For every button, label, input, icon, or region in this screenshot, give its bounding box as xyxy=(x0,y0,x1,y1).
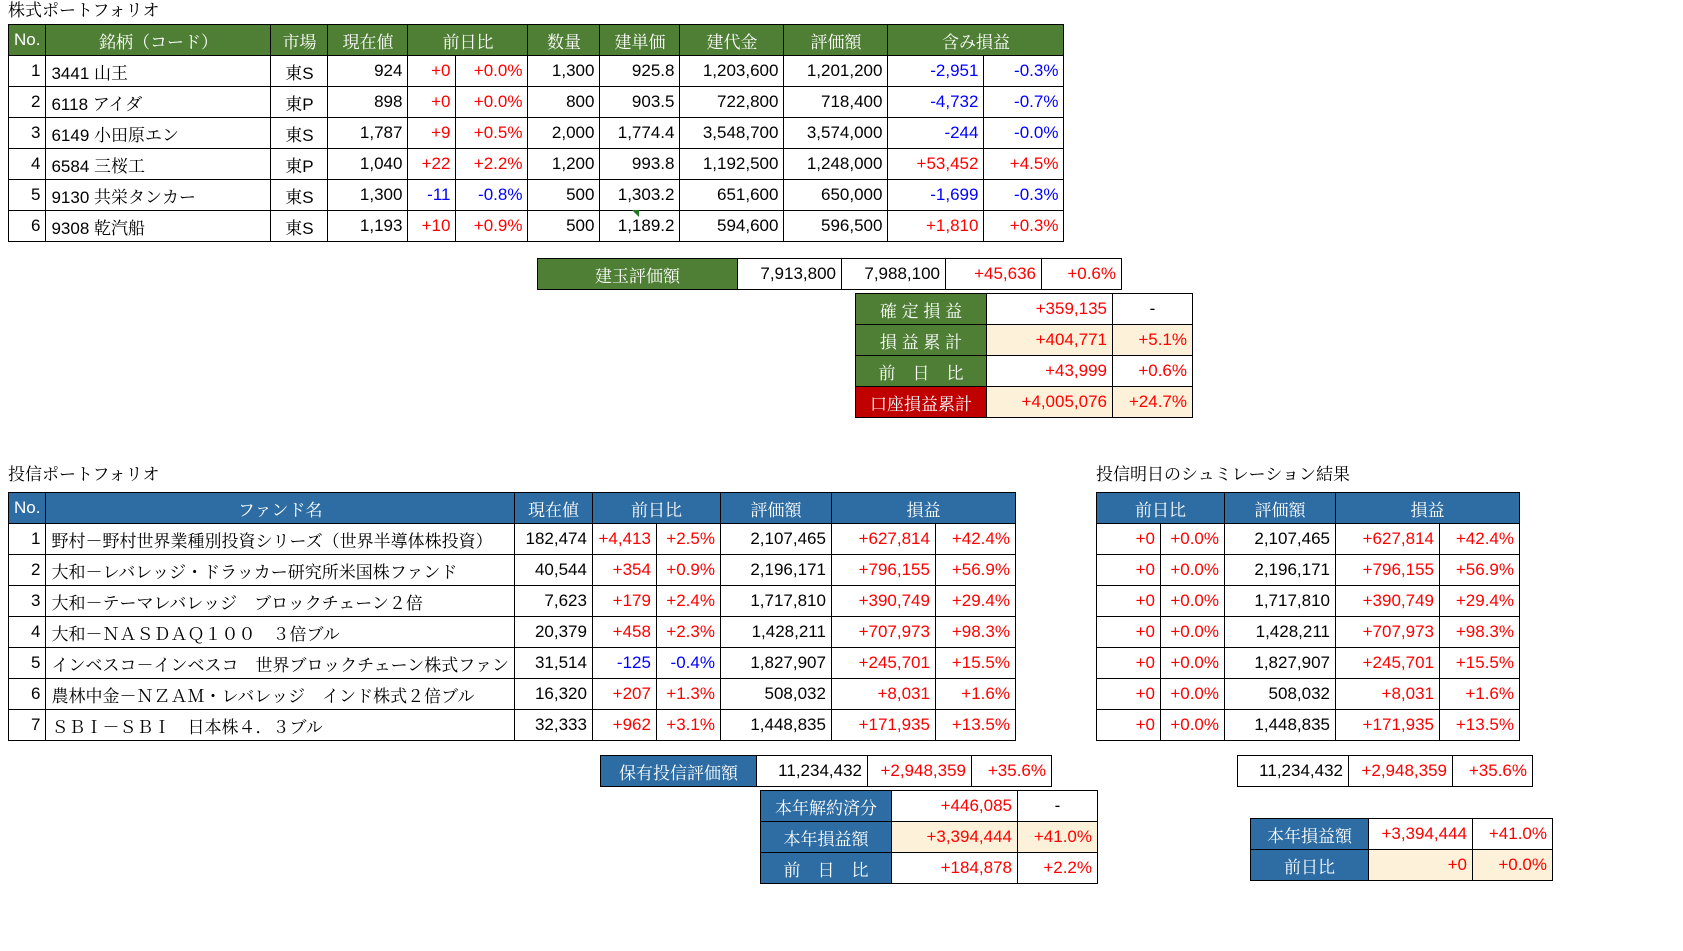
simulation-table xyxy=(1096,492,1520,741)
stock-row-price: 924 xyxy=(328,56,408,87)
sim-row-pl: +707,973 xyxy=(1336,617,1440,648)
sim-row-pl: +8,031 xyxy=(1336,679,1440,710)
stock-row-no: 4 xyxy=(9,149,46,180)
fund-row-diff: +962 xyxy=(592,710,656,741)
fund-subtotal-label: 本年損益額 xyxy=(761,822,892,853)
sim-row-diff: +0 xyxy=(1097,524,1161,555)
fund-summary-value-total: 11,234,432 xyxy=(757,756,868,787)
stock-row-no: 5 xyxy=(9,180,46,211)
stock-row-diff: +22 xyxy=(408,149,456,180)
stock-row-pl-pct: +4.5% xyxy=(984,149,1064,180)
table-row[interactable] xyxy=(1097,524,1520,555)
sim-row-value-total: 1,448,835 xyxy=(1225,710,1336,741)
stock-summary-cost-total: 7,913,800 xyxy=(738,259,842,290)
stock-row-qty: 500 xyxy=(528,211,600,242)
sim-row-diff: +0 xyxy=(1097,710,1161,741)
stock-row-pl: +1,810 xyxy=(888,211,984,242)
stock-row-unit-cost: 1,189.2 xyxy=(600,211,680,242)
table-row[interactable] xyxy=(9,118,1064,149)
col-header-fund-name: ファンド名 xyxy=(46,493,514,524)
fund-subtotal-pct: - xyxy=(1018,791,1098,822)
sim-row-diff: +0 xyxy=(1097,617,1161,648)
stock-row-diff-pct: +0.0% xyxy=(456,87,528,118)
stock-row-value-total: 596,500 xyxy=(784,211,888,242)
col-header-name: 銘柄（コード） xyxy=(46,25,271,56)
stock-row-price: 1,193 xyxy=(328,211,408,242)
fund-row-no: 7 xyxy=(9,710,46,741)
fund-subtotal-label: 前 日 比 xyxy=(761,853,892,884)
stock-row-name: 9130 共栄タンカー xyxy=(46,180,271,211)
stock-row-market: 東S xyxy=(271,118,328,149)
fund-row-pl: +171,935 xyxy=(831,710,935,741)
fund-row-price: 16,320 xyxy=(514,679,592,710)
sim-row-diff-pct: +0.0% xyxy=(1161,710,1225,741)
stock-row-qty: 2,000 xyxy=(528,118,600,149)
stock-row-diff-pct: +0.5% xyxy=(456,118,528,149)
fund-row-no: 2 xyxy=(9,555,46,586)
sim-row-diff-pct: +0.0% xyxy=(1161,617,1225,648)
fund-row-pl-pct: +13.5% xyxy=(935,710,1015,741)
sim-row-diff: +0 xyxy=(1097,555,1161,586)
fund-row-pl: +707,973 xyxy=(831,617,935,648)
fund-row-diff-pct: -0.4% xyxy=(656,648,720,679)
stock-summary-pl-pct: +0.6% xyxy=(1042,259,1122,290)
fund-row-diff: +354 xyxy=(592,555,656,586)
sim-summary-pl: +2,948,359 xyxy=(1349,756,1453,787)
stock-row-pl: -4,732 xyxy=(888,87,984,118)
fund-row-name: ＳＢＩ－ＳＢＩ 日本株４．３ブル xyxy=(46,710,514,741)
stock-summary-row xyxy=(538,259,1122,290)
table-header-row xyxy=(9,493,1016,524)
simulation-subtotal-row xyxy=(1251,819,1553,850)
stock-row-no: 3 xyxy=(9,118,46,149)
sim-summary-value-total: 11,234,432 xyxy=(1238,756,1349,787)
sim-row-pl-pct: +98.3% xyxy=(1440,617,1520,648)
sim-row-diff-pct: +0.0% xyxy=(1161,679,1225,710)
stock-row-market: 東S xyxy=(271,56,328,87)
fund-row-diff: -125 xyxy=(592,648,656,679)
table-row[interactable] xyxy=(1097,679,1520,710)
table-row[interactable] xyxy=(1097,586,1520,617)
sim-row-pl: +627,814 xyxy=(1336,524,1440,555)
fund-row-pl: +8,031 xyxy=(831,679,935,710)
fund-row-pl: +390,749 xyxy=(831,586,935,617)
fund-subtotal-row xyxy=(761,822,1098,853)
sim-row-pl-pct: +13.5% xyxy=(1440,710,1520,741)
stock-row-value-total: 1,248,000 xyxy=(784,149,888,180)
fund-row-pl-pct: +15.5% xyxy=(935,648,1015,679)
stock-row-value-total: 650,000 xyxy=(784,180,888,211)
fund-row-value-total: 1,448,835 xyxy=(720,710,831,741)
fund-row-name: 大和－テーマレバレッジ ブロックチェーン２倍 xyxy=(46,586,514,617)
stock-row-diff-pct: +0.0% xyxy=(456,56,528,87)
stock-row-market: 東P xyxy=(271,87,328,118)
stock-summary-table xyxy=(537,258,1122,290)
stock-summary-pl: +45,636 xyxy=(946,259,1042,290)
stock-row-no: 2 xyxy=(9,87,46,118)
fund-row-diff-pct: +3.1% xyxy=(656,710,720,741)
table-row[interactable] xyxy=(9,87,1064,118)
stock-portfolio-caption: 株式ポートフォリオ xyxy=(8,1,160,20)
fund-portfolio-table xyxy=(8,492,1016,741)
fund-subtotal-value: +446,085 xyxy=(892,791,1018,822)
fund-row-name: 大和－ＮＡＳＤＡＱ１００ ３倍ブル xyxy=(46,617,514,648)
sim-subtotal-pct: +41.0% xyxy=(1473,819,1553,850)
stock-row-price: 1,040 xyxy=(328,149,408,180)
stock-portfolio-table xyxy=(8,24,1064,242)
fund-row-price: 182,474 xyxy=(514,524,592,555)
fund-row-diff: +458 xyxy=(592,617,656,648)
fund-subtotal-row xyxy=(761,853,1098,884)
fund-row-pl-pct: +1.6% xyxy=(935,679,1015,710)
sim-summary-pl-pct: +35.6% xyxy=(1453,756,1533,787)
stock-row-value-total: 3,574,000 xyxy=(784,118,888,149)
table-row[interactable] xyxy=(9,679,1016,710)
simulation-caption: 投信明日のシュミレーション結果 xyxy=(1096,465,1350,484)
sim-row-pl-pct: +1.6% xyxy=(1440,679,1520,710)
stock-row-pl-pct: -0.3% xyxy=(984,180,1064,211)
fund-row-diff-pct: +1.3% xyxy=(656,679,720,710)
sim-row-diff-pct: +0.0% xyxy=(1161,524,1225,555)
fund-subtotal-value: +184,878 xyxy=(892,853,1018,884)
stock-row-pl-pct: -0.7% xyxy=(984,87,1064,118)
stock-row-qty: 500 xyxy=(528,180,600,211)
col-header-pl: 損益 xyxy=(831,493,1015,524)
fund-summary-row xyxy=(601,756,1052,787)
sim-row-value-total: 2,107,465 xyxy=(1225,524,1336,555)
fund-subtotal-pct: +41.0% xyxy=(1018,822,1098,853)
stock-row-cost-total: 3,548,700 xyxy=(680,118,784,149)
sim-row-pl-pct: +29.4% xyxy=(1440,586,1520,617)
col-header-no: No. xyxy=(9,25,46,56)
stock-row-no: 6 xyxy=(9,211,46,242)
fund-row-price: 7,623 xyxy=(514,586,592,617)
stock-row-diff-pct: -0.8% xyxy=(456,180,528,211)
fund-row-no: 1 xyxy=(9,524,46,555)
col-header-prev-diff: 前日比 xyxy=(1097,493,1225,524)
stock-row-name: 6584 三桜工 xyxy=(46,149,271,180)
simulation-subtotal-row xyxy=(1251,850,1553,881)
col-header-cost-total: 建代金 xyxy=(680,25,784,56)
fund-row-diff-pct: +2.3% xyxy=(656,617,720,648)
stock-row-price: 1,300 xyxy=(328,180,408,211)
table-header-row xyxy=(1097,493,1520,524)
fund-row-diff-pct: +0.9% xyxy=(656,555,720,586)
fund-row-diff: +179 xyxy=(592,586,656,617)
fund-row-diff: +4,413 xyxy=(592,524,656,555)
stock-subtotal-row xyxy=(856,325,1193,356)
sim-subtotal-pct: +0.0% xyxy=(1473,850,1553,881)
stock-row-market: 東S xyxy=(271,211,328,242)
stock-row-cost-total: 1,192,500 xyxy=(680,149,784,180)
stock-subtotal-pct: +24.7% xyxy=(1113,387,1193,418)
stock-row-diff: +10 xyxy=(408,211,456,242)
stock-subtotal-pct: - xyxy=(1113,294,1193,325)
sim-row-pl-pct: +42.4% xyxy=(1440,524,1520,555)
stock-row-pl: +53,452 xyxy=(888,149,984,180)
stock-subtotal-row xyxy=(856,356,1193,387)
stock-subtotal-pct: +5.1% xyxy=(1113,325,1193,356)
col-header-no: No. xyxy=(9,493,46,524)
sim-row-diff: +0 xyxy=(1097,679,1161,710)
stock-row-price: 1,787 xyxy=(328,118,408,149)
fund-row-price: 31,514 xyxy=(514,648,592,679)
stock-row-qty: 800 xyxy=(528,87,600,118)
stock-row-unit-cost: 1,303.2 xyxy=(600,180,680,211)
simulation-summary-row xyxy=(1238,756,1533,787)
stock-subtotal-label: 前 日 比 xyxy=(856,356,987,387)
sim-row-value-total: 1,717,810 xyxy=(1225,586,1336,617)
col-header-qty: 数量 xyxy=(528,25,600,56)
sim-row-value-total: 1,827,907 xyxy=(1225,648,1336,679)
table-row[interactable] xyxy=(9,617,1016,648)
fund-row-diff-pct: +2.4% xyxy=(656,586,720,617)
sim-row-pl: +390,749 xyxy=(1336,586,1440,617)
stock-subtotal-label: 口座損益累計 xyxy=(856,387,987,418)
sim-row-diff-pct: +0.0% xyxy=(1161,586,1225,617)
sim-row-pl: +796,155 xyxy=(1336,555,1440,586)
table-row[interactable] xyxy=(9,180,1064,211)
stock-row-unit-cost: 1,774.4 xyxy=(600,118,680,149)
fund-summary-pl-pct: +35.6% xyxy=(972,756,1052,787)
sim-row-value-total: 508,032 xyxy=(1225,679,1336,710)
stock-row-pl-pct: -0.3% xyxy=(984,56,1064,87)
fund-subtotal-pct: +2.2% xyxy=(1018,853,1098,884)
stock-row-qty: 1,300 xyxy=(528,56,600,87)
stock-row-cost-total: 722,800 xyxy=(680,87,784,118)
fund-subtotal-table xyxy=(760,790,1098,884)
fund-row-value-total: 508,032 xyxy=(720,679,831,710)
fund-row-name: 野村－野村世界業種別投資シリーズ（世界半導体株投資） xyxy=(46,524,514,555)
fund-summary-label: 保有投信評価額 xyxy=(601,756,757,787)
stock-row-cost-total: 651,600 xyxy=(680,180,784,211)
stock-row-no: 1 xyxy=(9,56,46,87)
fund-row-pl-pct: +98.3% xyxy=(935,617,1015,648)
stock-row-market: 東P xyxy=(271,149,328,180)
fund-row-value-total: 1,827,907 xyxy=(720,648,831,679)
table-row[interactable] xyxy=(9,648,1016,679)
stock-row-market: 東S xyxy=(271,180,328,211)
stock-row-cost-total: 1,203,600 xyxy=(680,56,784,87)
stock-subtotal-value: +404,771 xyxy=(987,325,1113,356)
table-row[interactable] xyxy=(9,56,1064,87)
fund-row-name: 大和－レバレッジ・ドラッカー研究所米国株ファンド xyxy=(46,555,514,586)
stock-row-diff: +0 xyxy=(408,87,456,118)
stock-row-name: 6118 アイダ xyxy=(46,87,271,118)
stock-subtotal-table xyxy=(855,293,1193,418)
stock-row-pl: -1,699 xyxy=(888,180,984,211)
sim-row-diff-pct: +0.0% xyxy=(1161,555,1225,586)
fund-row-value-total: 1,717,810 xyxy=(720,586,831,617)
stock-row-diff: +0 xyxy=(408,56,456,87)
stock-row-name: 6149 小田原エン xyxy=(46,118,271,149)
sim-subtotal-value: +0 xyxy=(1369,850,1473,881)
fund-row-pl-pct: +56.9% xyxy=(935,555,1015,586)
sim-row-pl-pct: +15.5% xyxy=(1440,648,1520,679)
table-row[interactable] xyxy=(9,524,1016,555)
col-header-unit-cost: 建単価 xyxy=(600,25,680,56)
stock-row-pl-pct: +0.3% xyxy=(984,211,1064,242)
sim-subtotal-label: 前日比 xyxy=(1251,850,1369,881)
fund-row-price: 20,379 xyxy=(514,617,592,648)
fund-row-price: 32,333 xyxy=(514,710,592,741)
stock-row-value-total: 718,400 xyxy=(784,87,888,118)
col-header-prev-diff: 前日比 xyxy=(592,493,720,524)
sim-subtotal-value: +3,394,444 xyxy=(1369,819,1473,850)
table-row[interactable] xyxy=(1097,648,1520,679)
col-header-price: 現在値 xyxy=(328,25,408,56)
sim-row-pl: +245,701 xyxy=(1336,648,1440,679)
simulation-subtotal-table xyxy=(1250,818,1553,881)
stock-subtotal-label: 確 定 損 益 xyxy=(856,294,987,325)
fund-portfolio-caption: 投信ポートフォリオ xyxy=(8,465,160,484)
fund-row-no: 6 xyxy=(9,679,46,710)
fund-row-price: 40,544 xyxy=(514,555,592,586)
stock-row-pl: -2,951 xyxy=(888,56,984,87)
sim-row-pl-pct: +56.9% xyxy=(1440,555,1520,586)
table-header-row xyxy=(9,25,1064,56)
fund-row-pl: +796,155 xyxy=(831,555,935,586)
stock-row-unit-cost: 903.5 xyxy=(600,87,680,118)
stock-subtotal-pct: +0.6% xyxy=(1113,356,1193,387)
sim-subtotal-label: 本年損益額 xyxy=(1251,819,1369,850)
stock-row-cost-total: 594,600 xyxy=(680,211,784,242)
fund-row-no: 5 xyxy=(9,648,46,679)
stock-subtotal-value: +4,005,076 xyxy=(987,387,1113,418)
col-header-prev-diff: 前日比 xyxy=(408,25,528,56)
col-header-value-total: 評価額 xyxy=(720,493,831,524)
col-header-value-total: 評価額 xyxy=(784,25,888,56)
fund-subtotal-label: 本年解約済分 xyxy=(761,791,892,822)
col-header-value-total: 評価額 xyxy=(1225,493,1336,524)
fund-row-no: 3 xyxy=(9,586,46,617)
table-row[interactable] xyxy=(9,555,1016,586)
stock-row-name: 9308 乾汽船 xyxy=(46,211,271,242)
fund-summary-table xyxy=(600,755,1052,787)
fund-row-name: 農林中金－ＮＺＡＭ・レバレッジ インド株式２倍ブル xyxy=(46,679,514,710)
table-row[interactable] xyxy=(1097,617,1520,648)
stock-subtotal-value: +359,135 xyxy=(987,294,1113,325)
stock-row-pl-pct: -0.0% xyxy=(984,118,1064,149)
fund-row-pl-pct: +29.4% xyxy=(935,586,1015,617)
col-header-price: 現在値 xyxy=(514,493,592,524)
fund-row-diff-pct: +2.5% xyxy=(656,524,720,555)
table-row[interactable] xyxy=(9,710,1016,741)
fund-subtotal-row xyxy=(761,791,1098,822)
table-row[interactable] xyxy=(1097,555,1520,586)
stock-row-diff-pct: +2.2% xyxy=(456,149,528,180)
stock-row-qty: 1,200 xyxy=(528,149,600,180)
fund-summary-pl: +2,948,359 xyxy=(868,756,972,787)
col-header-market: 市場 xyxy=(271,25,328,56)
stock-subtotal-row xyxy=(856,294,1193,325)
stock-summary-label: 建玉評価額 xyxy=(538,259,738,290)
col-header-unrealized: 含み損益 xyxy=(888,25,1064,56)
stock-summary-value-total: 7,988,100 xyxy=(842,259,946,290)
fund-row-diff: +207 xyxy=(592,679,656,710)
sim-row-diff-pct: +0.0% xyxy=(1161,648,1225,679)
sim-row-diff: +0 xyxy=(1097,586,1161,617)
cell-comment-marker xyxy=(632,210,639,217)
col-header-pl: 損益 xyxy=(1336,493,1520,524)
fund-row-no: 4 xyxy=(9,617,46,648)
stock-subtotal-row xyxy=(856,387,1193,418)
fund-subtotal-value: +3,394,444 xyxy=(892,822,1018,853)
fund-row-value-total: 1,428,211 xyxy=(720,617,831,648)
fund-row-name: インベスコ－インベスコ 世界ブロックチェーン株式ファン xyxy=(46,648,514,679)
stock-row-value-total: 1,201,200 xyxy=(784,56,888,87)
table-row[interactable] xyxy=(9,211,1064,242)
fund-row-pl-pct: +42.4% xyxy=(935,524,1015,555)
fund-row-pl: +627,814 xyxy=(831,524,935,555)
sim-row-value-total: 1,428,211 xyxy=(1225,617,1336,648)
fund-row-value-total: 2,107,465 xyxy=(720,524,831,555)
stock-row-diff-pct: +0.9% xyxy=(456,211,528,242)
stock-row-diff: -11 xyxy=(408,180,456,211)
table-row[interactable] xyxy=(9,586,1016,617)
fund-row-value-total: 2,196,171 xyxy=(720,555,831,586)
simulation-summary-table xyxy=(1237,755,1533,787)
stock-row-name: 3441 山王 xyxy=(46,56,271,87)
sim-row-pl: +171,935 xyxy=(1336,710,1440,741)
table-row[interactable] xyxy=(1097,710,1520,741)
stock-row-unit-cost: 993.8 xyxy=(600,149,680,180)
table-row[interactable] xyxy=(9,149,1064,180)
sim-row-diff: +0 xyxy=(1097,648,1161,679)
stock-subtotal-label: 損 益 累 計 xyxy=(856,325,987,356)
stock-row-diff: +9 xyxy=(408,118,456,149)
stock-row-pl: -244 xyxy=(888,118,984,149)
stock-subtotal-value: +43,999 xyxy=(987,356,1113,387)
stock-row-unit-cost: 925.8 xyxy=(600,56,680,87)
stock-row-price: 898 xyxy=(328,87,408,118)
fund-row-pl: +245,701 xyxy=(831,648,935,679)
sim-row-value-total: 2,196,171 xyxy=(1225,555,1336,586)
